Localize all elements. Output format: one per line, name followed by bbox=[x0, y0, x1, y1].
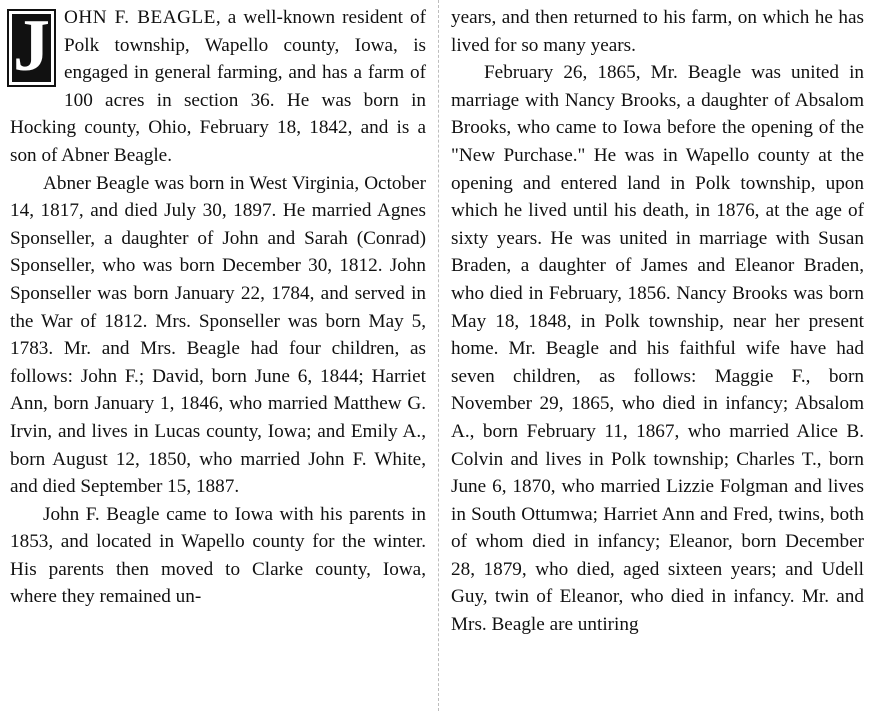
paragraph-father: Abner Beagle was born in West Virginia, October 14, 1817, and died July 30, 1897. He married Agnes Sponseller, a daughter of John and Sarah (Conrad) Sponseller, who was born December 30, 1812. John Sponseller was born January 22, 1784, and served in the War of 1812. Mrs. Sponseller was born May 5, 1783. Mr. and Mrs. Beagle had four children, as follows: John F.; David, born June 6, 1844; Harriet Ann, born January 1, 1846, who married Matthew G. Irvin, and lives in Lucas county, Iowa; and Emily A., born August 12, 1850, who married John F. White, and died September 15, 1887. bbox=[10, 172, 426, 498]
left-column bbox=[10, 4, 426, 611]
column-divider bbox=[438, 0, 439, 711]
paragraph-marriage: February 26, 1865, Mr. Beagle was united in marriage with Nancy Brooks, a daughter of Absalom Brooks, who came to Iowa before the opening of the "New Purchase." He was in Wapello county at the opening and entered land in Polk township, upon which he lived until his death, in 1876, at the age of sixty years. He was united in marriage with Susan Braden, a daughter of James and Eleanor Braden, who died in February, 1856. Nancy Brooks was born May 18, 1848, in Polk township, near her present home. Mr. Beagle and his faithful wife have had seven children, as follows: Maggie F., born November 29, 1865, who died in infancy; Absalom A., born February 11, 1867, who married Alice B. Colvin and lives in Polk township; Charles T., born June 6, 1870, who married Lizzie Folgman and lives in South Ottumwa; Harriet Ann and Fred, twins, both of whom died in infancy; Eleanor, born December 28, 1879, who died, aged sixteen years; and Udell Guy, twin of Eleanor, who died in infancy. Mr. and Mrs. Beagle are untiring bbox=[451, 62, 864, 636]
drop-cap-letter: J bbox=[7, 9, 56, 87]
paragraph-continuation: years, and then returned to his farm, on which he has lived for so many years. bbox=[451, 7, 864, 56]
paragraph-arrival: John F. Beagle came to Iowa with his parents in 1853, and located in Wapello county for the winter. His parents then moved to Clarke county, Iowa, where they remained un- bbox=[10, 503, 426, 608]
subject-name: OHN F. BEAGLE bbox=[64, 7, 216, 28]
paragraph-text: , a well-known resident of Polk township, Wapello county, Iowa, is engaged in general farming, and has a farm of 100 acres in section 36. He was born in Hocking county, Ohio, February 18, 1842, and is a son of Abner Beagle. bbox=[10, 7, 426, 166]
paragraph-intro bbox=[10, 4, 426, 170]
right-column bbox=[451, 4, 864, 639]
